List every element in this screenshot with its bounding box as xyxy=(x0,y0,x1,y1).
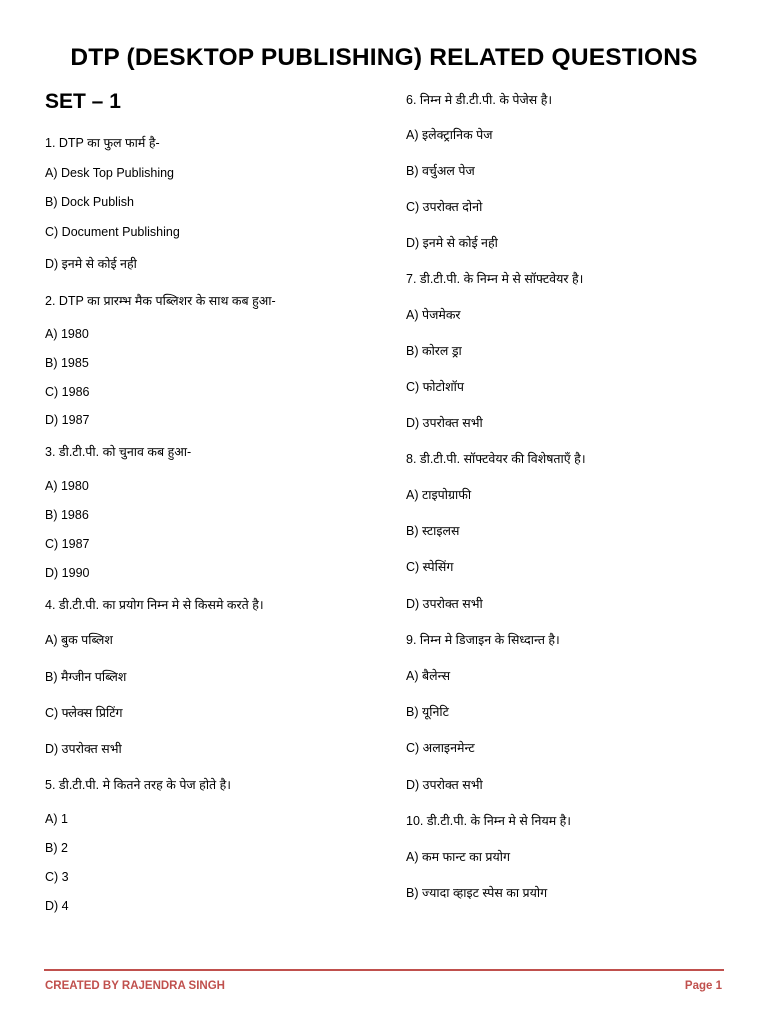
option-text: C) 3 xyxy=(45,870,69,884)
option-text: C) 1987 xyxy=(45,537,90,551)
option-text: B) 2 xyxy=(45,841,68,855)
question-text: 10. डी.टी.पी. के निम्न मे से नियम है। xyxy=(406,814,572,828)
option-text: A) बुक पब्लिश xyxy=(45,633,113,647)
option-text: A) 1 xyxy=(45,812,68,826)
option-text: B) Dock Publish xyxy=(45,195,134,209)
option-text: C) फोटोशॉप xyxy=(406,380,464,394)
option-text: B) स्टाइलस xyxy=(406,524,460,538)
option-text: A) टाइपोग्राफी xyxy=(406,488,472,502)
option-text: A) इलेक्ट्रानिक पेज xyxy=(406,128,493,142)
option-text: A) पेजमेकर xyxy=(406,308,461,322)
set-heading: SET – 1 xyxy=(45,90,121,113)
footer-page-number: Page 1 xyxy=(684,980,722,992)
option-text: D) इनमे से कोई नही xyxy=(406,236,498,250)
option-text: D) 4 xyxy=(45,899,69,913)
option-text: C) उपरोक्त दोनो xyxy=(406,200,483,214)
option-text: D) इनमे से कोई नही xyxy=(45,257,137,271)
footer-divider xyxy=(44,969,724,971)
option-text: A) 1980 xyxy=(45,327,89,341)
option-text: C) Document Publishing xyxy=(45,225,180,239)
option-text: A) 1980 xyxy=(45,479,89,493)
option-text: B) यूनिटि xyxy=(406,705,449,719)
option-text: B) कोरल ड्रा xyxy=(406,344,462,358)
document-title: DTP (DESKTOP PUBLISHING) RELATED QUESTIONS xyxy=(70,44,698,71)
option-text: B) 1986 xyxy=(45,508,89,522)
option-text: C) अलाइनमेन्ट xyxy=(406,741,475,755)
question-text: 2. DTP का प्रारम्भ मैक पब्लिशर के साथ कब हुआ- xyxy=(45,294,276,308)
option-text: C) स्पेसिंग xyxy=(406,560,454,574)
option-text: B) 1985 xyxy=(45,356,89,370)
question-text: 4. डी.टी.पी. का प्रयोग निम्न मे से किसमे करते है। xyxy=(45,598,264,612)
option-text: D) 1990 xyxy=(45,566,90,580)
option-text: A) बैलेन्स xyxy=(406,669,451,683)
question-text: 7. डी.टी.पी. के निम्न मे से सॉफ्टवेयर है। xyxy=(406,272,584,286)
option-text: C) 1986 xyxy=(45,385,90,399)
question-text: 9. निम्न मे डिजाइन के सिध्दान्त है। xyxy=(406,633,560,647)
option-text: D) उपरोक्त सभी xyxy=(406,416,483,430)
option-text: D) उपरोक्त सभी xyxy=(406,778,483,792)
question-text: 3. डी.टी.पी. को चुनाव कब हुआ- xyxy=(45,445,192,459)
option-text: D) 1987 xyxy=(45,413,90,427)
option-text: B) ज्यादा व्हाइट स्पेस का प्रयोग xyxy=(406,886,548,900)
option-text: B) मैग्जीन पब्लिश xyxy=(45,670,127,684)
question-text: 5. डी.टी.पी. मे कितने तरह के पेज होते है। xyxy=(45,778,232,792)
option-text: A) कम फान्ट का प्रयोग xyxy=(406,850,511,864)
footer-credit: CREATED BY RAJENDRA SINGH xyxy=(45,980,225,992)
option-text: C) फ्लेक्स प्रिटिंग xyxy=(45,706,123,720)
option-text: B) वर्चुअल पेज xyxy=(406,164,475,178)
question-text: 6. निम्न मे डी.टी.पी. के पेजेस है। xyxy=(406,93,553,107)
question-text: 1. DTP का फुल फार्म है- xyxy=(45,136,160,150)
option-text: D) उपरोक्त सभी xyxy=(406,597,483,611)
option-text: A) Desk Top Publishing xyxy=(45,166,175,180)
option-text: D) उपरोक्त सभी xyxy=(45,742,122,756)
question-text: 8. डी.टी.पी. सॉफ्टवेयर की विशेषताऍं है। xyxy=(406,452,586,466)
